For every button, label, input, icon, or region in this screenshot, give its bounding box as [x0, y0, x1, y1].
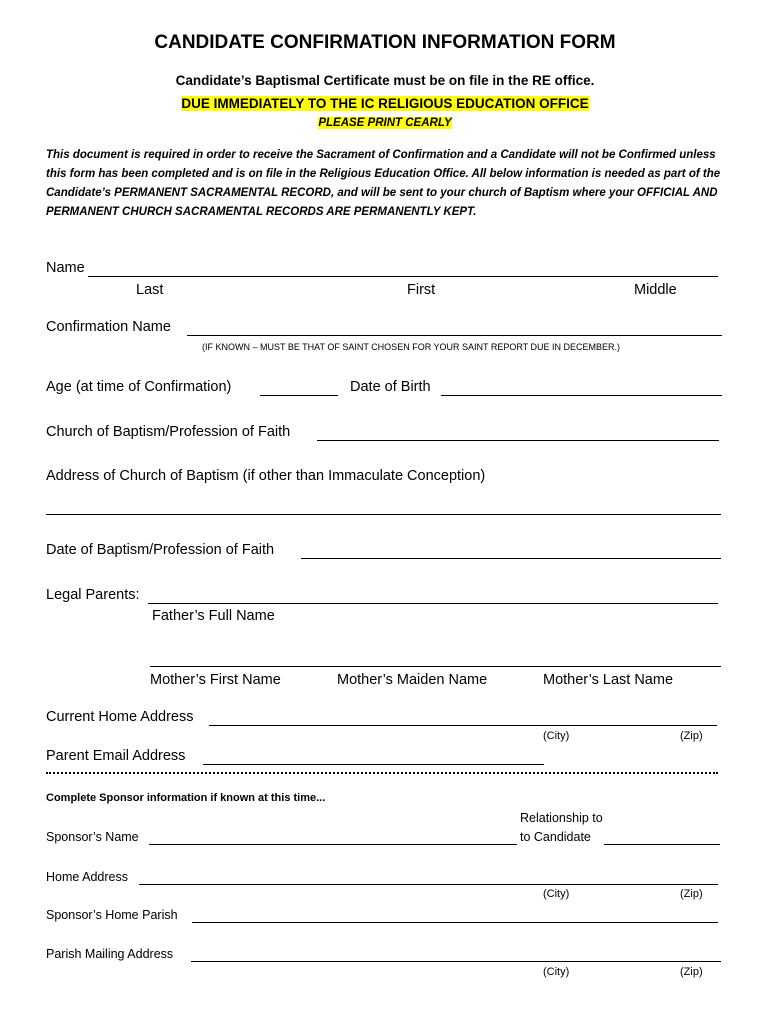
intro-paragraph: This document is required in order to receive the Sacrament of Confirmation and a Candidate will not be Confirmed unless this form has been completed and is on file in the Religious Education Office. All below information is needed as part of the Candidate’s PERMANENT SACRAMENTAL RECORD, and will be sent to your church of Baptism where your OFFICIAL AND PERMANENT CHURCH SACRAMENTAL RECORDS ARE PERMANENTLY KEPT. [46, 149, 721, 218]
confirmation-name-label: Confirmation Name [46, 319, 171, 335]
parish-mailing-field[interactable] [191, 961, 721, 962]
church-address-field[interactable] [46, 514, 721, 515]
sponsor-heading: Complete Sponsor information if known at this time... [46, 792, 326, 804]
print-notice: PLEASE PRINT CEARLY [318, 117, 452, 129]
print-notice-row [0, 117, 770, 129]
confirmation-name-note: (IF KNOWN – MUST BE THAT OF SAINT CHOSEN FOR YOUR SAINT REPORT DUE IN DECEMBER.) [202, 342, 621, 352]
mother-first-caption: Mother’s First Name [150, 672, 281, 688]
name-field[interactable] [88, 276, 718, 277]
home-address-city-caption: (City) [543, 730, 570, 742]
parent-email-field[interactable] [203, 764, 544, 765]
church-of-baptism-field[interactable] [317, 440, 719, 441]
mailing-city-caption: (City) [543, 966, 570, 978]
name-middle-caption: Middle [634, 282, 677, 298]
sponsor-zip-caption: (Zip) [680, 888, 703, 900]
name-last-caption: Last [136, 282, 164, 298]
name-first-caption: First [407, 282, 436, 298]
due-notice-row [0, 96, 770, 111]
sponsor-city-caption: (City) [543, 888, 570, 900]
baptism-date-field[interactable] [301, 558, 721, 559]
relationship-field[interactable] [604, 844, 720, 845]
home-address-zip-caption: (Zip) [680, 730, 703, 742]
name-label: Name [46, 260, 85, 276]
confirmation-name-field[interactable] [187, 335, 722, 336]
age-label: Age (at time of Confirmation) [46, 379, 232, 395]
parish-mailing-label: Parish Mailing Address [46, 947, 174, 961]
father-name-caption: Father’s Full Name [152, 608, 275, 624]
church-of-baptism-label: Church of Baptism/Profession of Faith [46, 424, 291, 440]
legal-parents-label: Legal Parents: [46, 587, 140, 603]
mailing-zip-caption: (Zip) [680, 966, 703, 978]
sponsor-name-label: Sponsor’s Name [46, 830, 139, 844]
mother-name-field[interactable] [150, 666, 721, 667]
dob-label: Date of Birth [350, 379, 431, 395]
father-name-field[interactable] [148, 603, 718, 604]
sponsor-parish-label: Sponsor’s Home Parish [46, 908, 178, 922]
mother-maiden-caption: Mother’s Maiden Name [337, 672, 488, 688]
sponsor-parish-field[interactable] [192, 922, 718, 923]
relationship-caption-1: Relationship to [520, 811, 603, 825]
church-address-label: Address of Church of Baptism (if other than Immaculate Conception) [46, 468, 486, 484]
baptism-date-label: Date of Baptism/Profession of Faith [46, 542, 275, 558]
home-address-field[interactable] [209, 725, 717, 726]
relationship-caption-2: to Candidate [520, 830, 591, 844]
home-address-label: Current Home Address [46, 709, 194, 725]
age-field[interactable] [260, 395, 338, 396]
due-notice: DUE IMMEDIATELY TO THE IC RELIGIOUS EDUCATION OFFICE [181, 96, 589, 111]
sponsor-home-address-label: Home Address [46, 870, 128, 884]
parent-email-label: Parent Email Address [46, 748, 186, 764]
section-divider [46, 772, 718, 774]
dob-field[interactable] [441, 395, 722, 396]
sponsor-name-field[interactable] [149, 844, 517, 845]
form-title: CANDIDATE CONFIRMATION INFORMATION FORM [154, 32, 616, 53]
sponsor-home-address-field[interactable] [139, 884, 718, 885]
subtitle: Candidate’s Baptismal Certificate must be on file in the RE office. [175, 73, 595, 88]
mother-last-caption: Mother’s Last Name [543, 672, 674, 688]
